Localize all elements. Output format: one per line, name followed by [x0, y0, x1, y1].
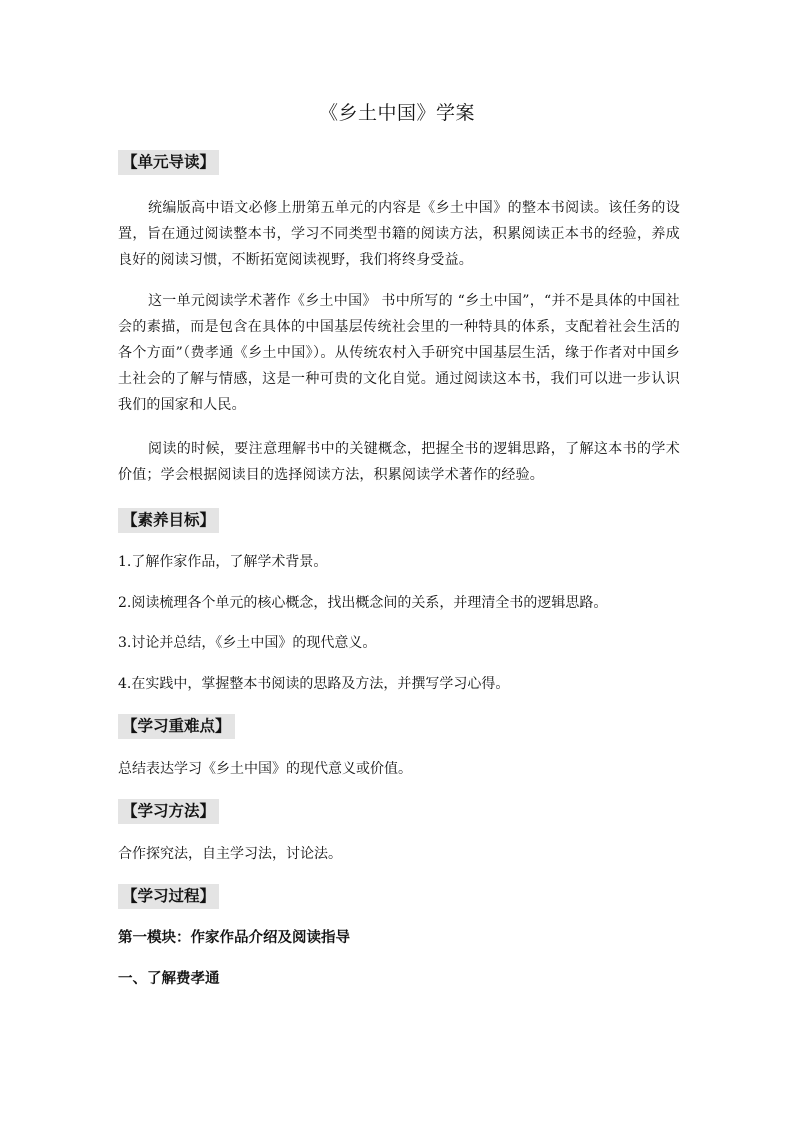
paragraph-unit-intro-2: 这一单元阅读学术著作《乡土中国》 书中所写的 “乡土中国”，“并不是具体的中国社会的素描，而是包含在具体的中国基层传统社会里的一种特具的体系，支配着社会生活的各个方面”（费孝通《乡土中国》）。从传统农村入手研究中国基层生活，缘于作者对中国乡土社会的了解与情感，这是一种可贵的文化自觉。通过阅读这本书，我们可以进一步认识我们的国家和人民。 [118, 293, 680, 413]
goal-item-4: 4.在实践中，掌握整本书阅读的思路及方法，并撰写学习心得。 [118, 676, 510, 692]
section-heading-goals: 【素养目标】 [118, 508, 219, 533]
paragraph-unit-intro-3: 阅读的时候，要注意理解书中的关键概念，把握全书的逻辑思路，了解这本书的学术价值；学会根据阅读目的选择阅读方法，积累阅读学术著作的经验。 [118, 441, 680, 483]
paragraph-unit-intro-1: 统编版高中语文必修上册第五单元的内容是《乡土中国》的整本书阅读。该任务的设置，旨在通过阅读整本书，学习不同类型书籍的阅读方法，积累阅读正本书的经验，养成良好的阅读习惯，不断拓宽阅读视野，我们将终身受益。 [118, 200, 680, 268]
section-heading-unit-intro: 【单元导读】 [118, 150, 219, 175]
section-heading-methods: 【学习方法】 [118, 799, 219, 824]
subsection-1-title: 一、了解费孝通 [118, 971, 220, 987]
module-1-title: 第一模块：作家作品介绍及阅读指导 [118, 930, 350, 946]
goal-item-1: 1.了解作家作品，了解学术背景。 [118, 554, 328, 570]
section-heading-key-points: 【学习重难点】 [118, 714, 235, 739]
goal-item-2: 2.阅读梳理各个单元的核心概念，找出概念间的关系，并理清全书的逻辑思路。 [118, 595, 608, 611]
key-points-text: 总结表达学习《乡土中国》的现代意义或价值。 [118, 761, 412, 777]
goal-item-3: 3.讨论并总结，《乡土中国》的现代意义。 [118, 635, 377, 651]
page-title: 《乡土中国》学案 [318, 102, 475, 124]
section-heading-process: 【学习过程】 [118, 884, 219, 909]
methods-text: 合作探究法，自主学习法，讨论法。 [118, 846, 342, 862]
